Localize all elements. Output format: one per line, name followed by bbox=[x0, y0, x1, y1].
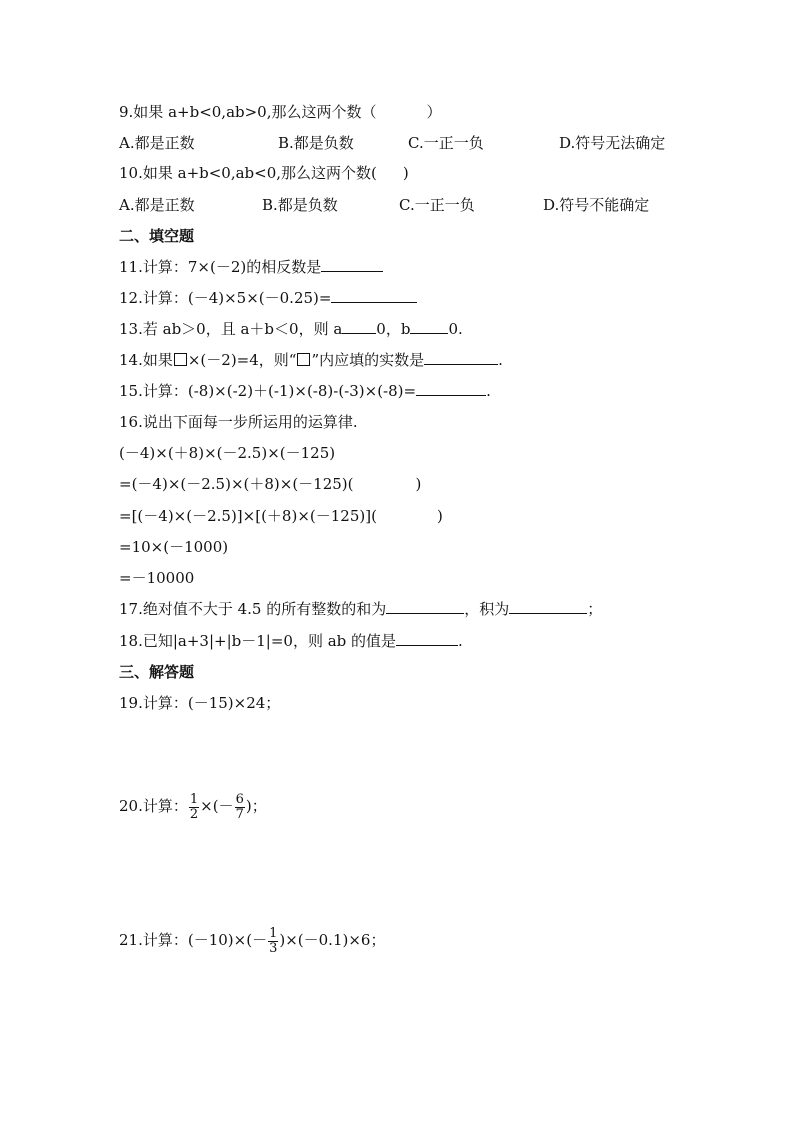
question-14: 14.如果 ×(－2)=4，则“ ”内应填的实数是 . bbox=[119, 351, 503, 369]
q16-step-3: =[(－4)×(－2.5)]×[(＋8)×(－125)]( ) bbox=[119, 507, 443, 525]
q10-option-b[interactable]: B.都是负数 bbox=[262, 196, 338, 214]
answer-blank[interactable] bbox=[321, 257, 383, 272]
answer-blank[interactable] bbox=[424, 350, 498, 365]
question-19: 19.计算：(－15)×24； bbox=[119, 694, 281, 712]
question-11: 11.计算：7×(－2)的相反数是 bbox=[119, 257, 383, 277]
question-20: 20.计算： $\frac{1}{2}$ ×(－ $\frac{6}{7}$ )； bbox=[119, 791, 267, 822]
q9-option-c[interactable]: C.一正一负 bbox=[408, 134, 484, 152]
answer-blank[interactable] bbox=[396, 631, 458, 646]
answer-blank[interactable] bbox=[416, 381, 486, 396]
q9-option-d[interactable]: D.符号无法确定 bbox=[559, 134, 666, 152]
question-17: 17.绝对值不大于 4.5 的所有整数的和为 ，积为 ； bbox=[119, 600, 603, 618]
section-heading-fill-in: 二、填空题 bbox=[119, 227, 195, 245]
question-9-stem: 9.如果 a+b<0,ab>0,那么这两个数（ ） bbox=[119, 103, 442, 121]
question-18: 18.已知|a+3|+|b－1|=0，则 ab 的值是 . bbox=[119, 632, 463, 650]
section-heading-answer: 三、解答题 bbox=[119, 663, 195, 681]
q9-option-b[interactable]: B.都是负数 bbox=[278, 134, 354, 152]
square-box-icon bbox=[297, 353, 310, 366]
question-10-stem: 10.如果 a+b<0,ab<0,那么这两个数( ) bbox=[119, 164, 409, 182]
answer-blank[interactable] bbox=[509, 599, 587, 614]
answer-blank[interactable] bbox=[410, 319, 448, 334]
q10-option-d[interactable]: D.符号不能确定 bbox=[543, 196, 650, 214]
question-12: 12.计算：(－4)×5×(－0.25)= bbox=[119, 288, 417, 308]
answer-blank[interactable] bbox=[386, 599, 464, 614]
q16-step-1: (－4)×(＋8)×(－2.5)×(－125) bbox=[119, 444, 336, 462]
q10-option-c[interactable]: C.一正一负 bbox=[399, 196, 475, 214]
fraction-one-third: $\frac{1}{3}$ bbox=[269, 925, 278, 956]
q16-step-5: =－10000 bbox=[119, 569, 195, 587]
q9-option-a[interactable]: A.都是正数 bbox=[119, 134, 195, 152]
question-21: 21.计算：(－10)×(－ $\frac{1}{3}$ )×(－0.1)×6； bbox=[119, 925, 386, 956]
answer-blank[interactable] bbox=[342, 319, 376, 334]
fraction-one-half: $\frac{1}{2}$ bbox=[189, 791, 199, 822]
square-box-icon bbox=[174, 353, 187, 366]
q16-step-4: =10×(－1000) bbox=[119, 538, 229, 556]
question-15: 15.计算：(-8)×(-2)＋(-1)×(-8)-(-3)×(-8)= . bbox=[119, 382, 491, 400]
q10-option-a[interactable]: A.都是正数 bbox=[119, 196, 195, 214]
fraction-six-sevenths: $\frac{6}{7}$ bbox=[235, 791, 244, 822]
question-16-title: 16.说出下面每一步所运用的运算律. bbox=[119, 413, 358, 431]
q16-step-2: =(－4)×(－2.5)×(＋8)×(－125)( ) bbox=[119, 475, 422, 493]
answer-blank[interactable] bbox=[331, 288, 417, 303]
question-13: 13.若 ab＞0，且 a＋b＜0，则 a 0，b 0. bbox=[119, 320, 463, 338]
